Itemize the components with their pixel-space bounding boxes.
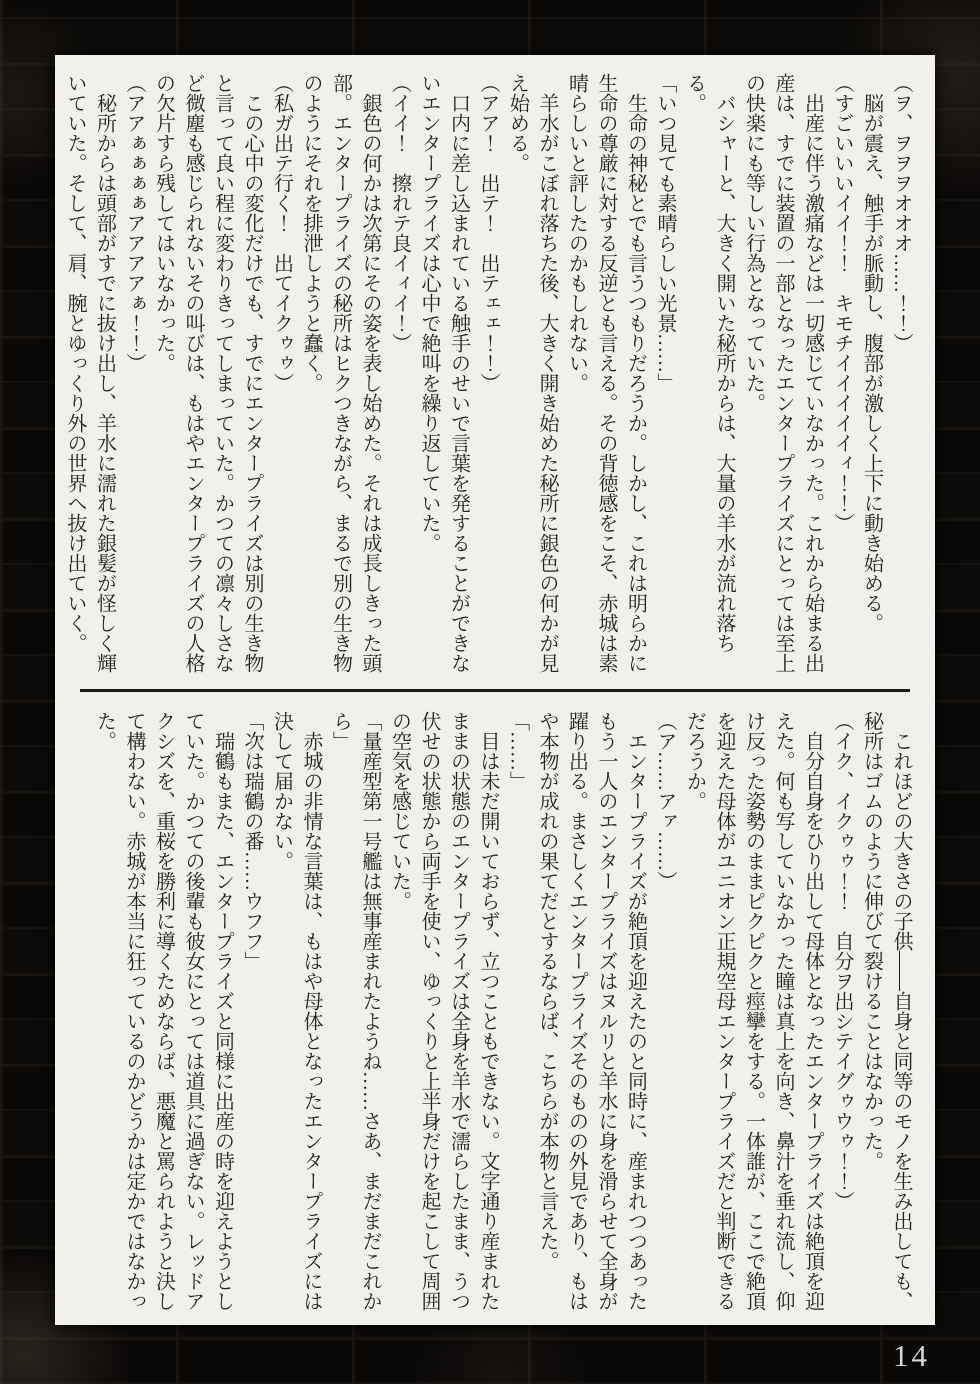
paragraph: （ヲ、ヲヲヲオオオ……！！） <box>890 73 912 353</box>
paragraph: エンタープライズが絶頂を迎えたのと同時に、産まれつつあったもう一人のエンタープライズはヌルリと羊水に身を滑らせて全身が躍り出る。まさしくエンタープライズそのものの外見であり、もはや本物が成れの果てだとするならば、こちらが本物と言えた。 <box>536 711 647 1311</box>
paragraph: （アア！ 出テ！ 出テェェ！！） <box>477 73 499 393</box>
paragraph: （アアぁぁぁぁアアアアぁ！！） <box>123 73 145 373</box>
paragraph: 秘所からは頭部がすでに抜け出し、羊水に濡れた銀髪が怪しく輝いていた。そして、肩、腕とゆっくり外の世界へ抜け出ていく。 <box>64 73 116 673</box>
paragraph: 脳が震え、触手が脈動し、腹部が激しく上下に動き始める。 <box>860 93 883 633</box>
paragraph: これほどの大きさの子供――自身と同等のモノを生み出しても、秘所はゴムのように伸びて裂けることはなかった。 <box>860 711 912 1311</box>
paragraph: 生命の神秘とでも言うつもりだろうか。しかし、これは明らかに生命の尊厳に対する反逆とも言える。その背徳感をこそ、赤城は素晴らしいと評したのかもしれない。 <box>565 73 647 673</box>
text-section-bottom <box>89 711 915 1325</box>
paragraph: （イイ！ 擦れテ良イィイ！） <box>388 73 411 353</box>
paragraph: （私ガ出テ行く！ 出てイクゥゥ） <box>270 73 293 393</box>
text-section-top <box>60 73 916 687</box>
paragraph: 目は未だ開いておらず、立つこともできない。文字通り産まれたままの状態のエンタープライズは全身を羊水で濡らしたまま、うつ伏せの状態から両手を使い、ゆっくりと上半身だけを起こして周囲の空気を感じていた。 <box>388 711 499 1311</box>
paragraph: 「量産型第一号艦は無事産まれたようね……さあ、まだまだこれから」 <box>329 711 381 1311</box>
paragraph: 「次は瑞鶴の番……ウフフ」 <box>241 711 263 971</box>
paragraph: この心中の変化だけでも、すでにエンタープライズは別の生き物と言って良い程に変わりきってしまっていた。かつての凛々しさなど微塵も感じられないその叫びは、もはやエンタープライズの人格の欠片すら残してはいなかった。 <box>152 73 263 673</box>
paragraph: 「……」 <box>506 711 529 791</box>
paragraph: 出産に伴う激痛などは一切感じていなかった。これから始まる出産は、すでに装置の一部となったエンタープライズにとっては至上の快楽にも等しい行為となっていた。 <box>742 73 824 673</box>
paragraph: 自分自身をひり出して母体となったエンタープライズは絶頂を迎えた。何も写していなかった瞳は真上を向き、鼻汁を垂れ流し、仰け反った姿勢のままピクピクと痙攣をする。一体誰が、ここで絶頂を迎えた母体がユニオン正規空母エンタープライズだと判断できるだろうか。 <box>683 711 824 1311</box>
paper-panel <box>55 55 935 1325</box>
paragraph: 銀色の何かは次第にその姿を表し始めた。それは成長しきった頭部。エンタープライズの秘所はヒクつきながら、まるで別の生き物のようにそれを排泄しようと蠢く。 <box>300 73 381 673</box>
paragraph: 口内に差し込まれている触手のせいで言葉を発することができないエンタープライズは心中で絶叫を繰り返していた。 <box>418 73 470 673</box>
page-number: 14 <box>893 1338 930 1373</box>
paragraph: 赤城の非情な言葉は、もはや母体となったエンタープライズには決して届かない。 <box>270 711 322 1311</box>
paragraph: （イク、イクゥゥ！！ 自分ヲ出シテイグゥウゥ！！） <box>831 711 853 1211</box>
paragraph: （ア……アァ……） <box>654 711 676 891</box>
paragraph: バシャーと、大きく開いた秘所からは、大量の羊水が流れ落ちる。 <box>683 73 735 653</box>
paragraph: （すごいいいイイ！！ キモチイイイイイィ！！） <box>831 73 853 533</box>
paragraph: 羊水がこぼれ落ちた後、大きく開き始めた秘所に銀色の何かが見え始める。 <box>506 73 558 673</box>
paragraph: 「いつ見ても素晴らしい光景……」 <box>654 73 676 393</box>
paragraph: 瑞鶴もまた、エンタープライズと同様に出産の時を迎えようとしていた。かつての後輩も彼女にとっては道具に過ぎない。レッドアクシズを、重桜を勝利に導くためならば、悪魔と罵られようと決して構わない。赤城が本当に狂っているのかどうかは定かではなかった。 <box>93 711 234 1311</box>
section-divider <box>80 689 910 692</box>
